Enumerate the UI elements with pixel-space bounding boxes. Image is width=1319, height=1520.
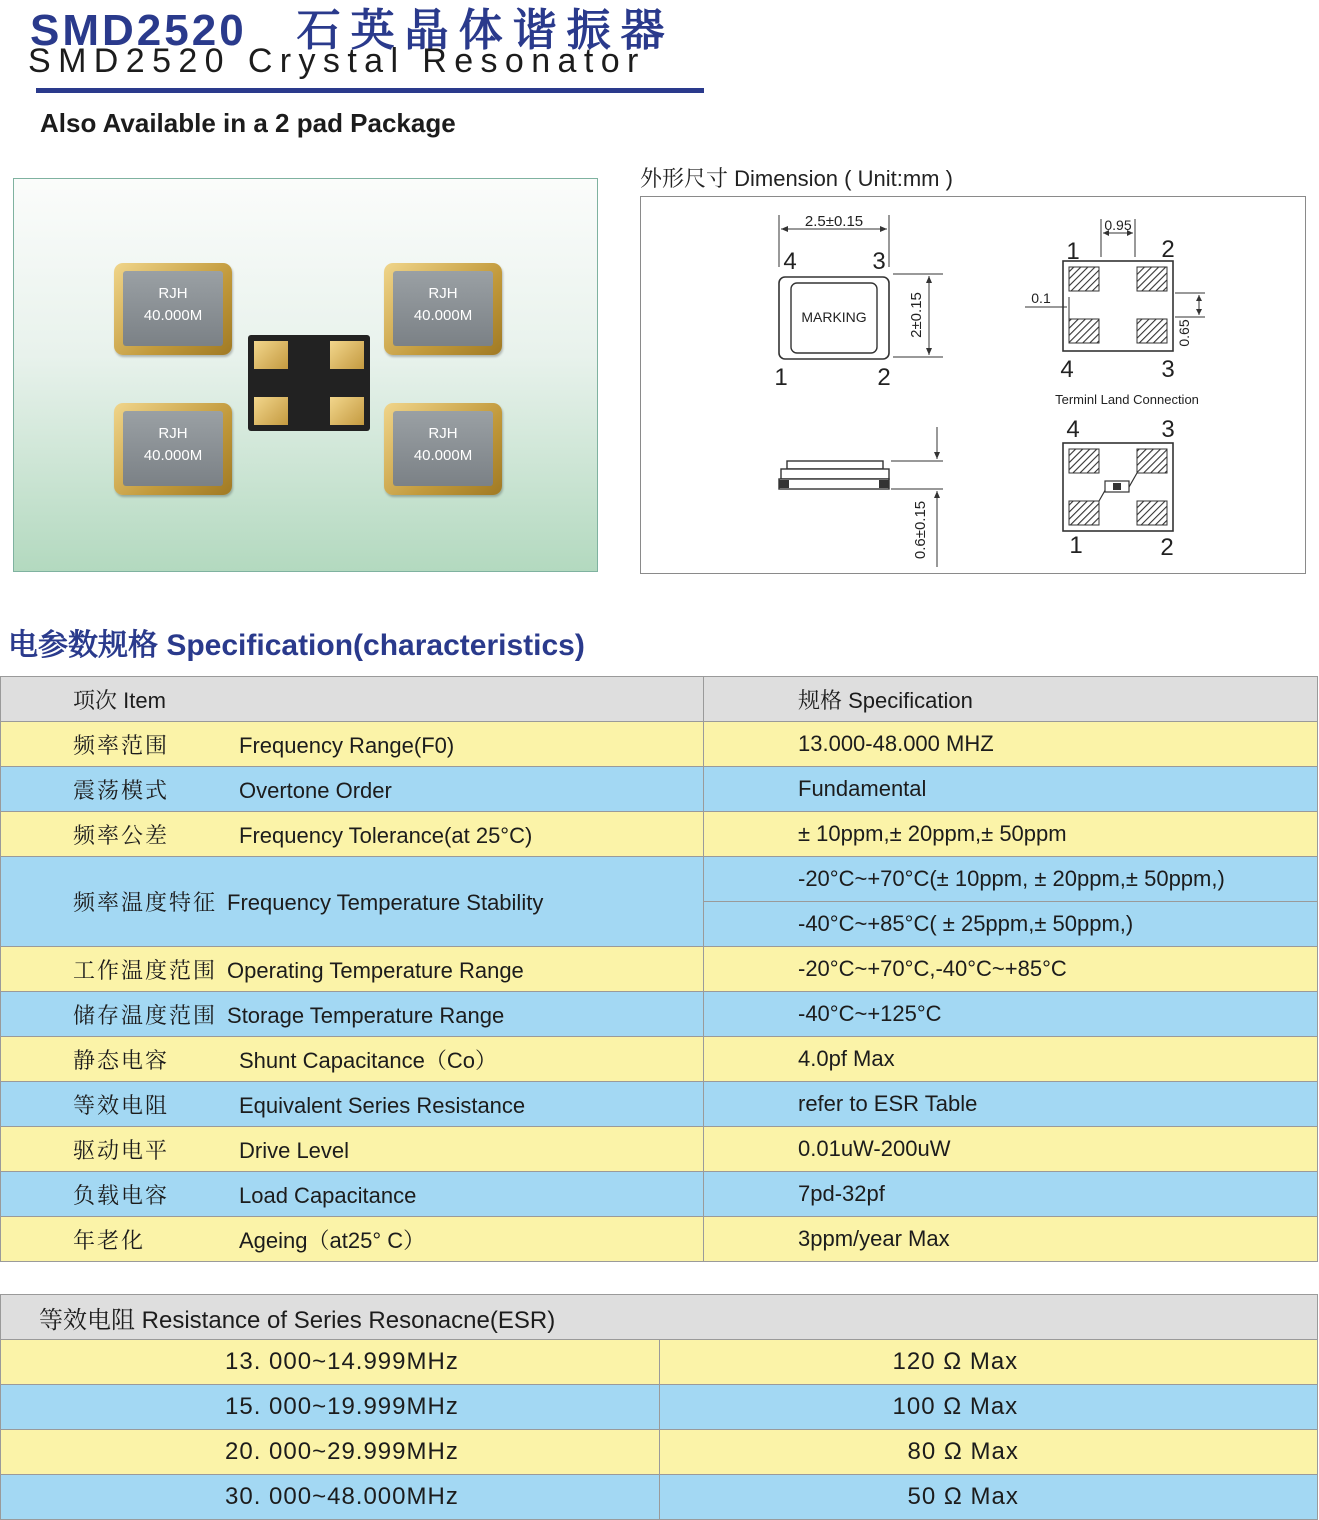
spec-section-title: 电参数规格 Specification(characteristics) [8, 629, 585, 662]
pin-label: 1 [1069, 532, 1083, 559]
crystal-package-image [114, 403, 232, 495]
spec-value: -40°C~+85°C( ± 25ppm,± 50ppm,) [704, 902, 1318, 947]
pin-label: 3 [1161, 356, 1175, 383]
spec-table [0, 676, 1318, 1262]
table-row [1, 812, 1318, 857]
table-row [1, 767, 1318, 812]
esr-value: 100 Ω Max [659, 1385, 1318, 1430]
top-view [774, 213, 943, 391]
title-chinese: 石英晶体谐振器 [296, 6, 675, 55]
item-en: Frequency Tolerance(at 25°C) [239, 822, 533, 848]
item-cn: 频率公差 [73, 822, 170, 848]
table-row [1, 1127, 1318, 1172]
pin-label: 3 [872, 248, 886, 275]
pin-label: 4 [1066, 416, 1080, 443]
item-en: Storage Temperature Range [227, 1002, 505, 1028]
title-divider [36, 88, 704, 93]
package-lid [393, 271, 493, 346]
marking-frequency: 40.000M [413, 447, 473, 464]
item-cell [1, 1172, 704, 1217]
esr-range: 30. 000~48.000MHz [1, 1475, 660, 1520]
item-cn: 储存温度范围 [73, 1002, 218, 1028]
item-en: Drive Level [239, 1137, 350, 1163]
height-dimension-label: 2±0.15 [908, 292, 925, 338]
package-lid [123, 411, 223, 486]
item-cn: 频率温度特征 [73, 890, 218, 915]
crystal-bottom-view-image [248, 335, 370, 431]
item-cell [1, 947, 704, 992]
item-en: Shunt Capacitance（Co） [239, 1047, 498, 1073]
marking-frequency: 40.000M [143, 307, 203, 324]
model-name: SMD2520 [30, 6, 247, 55]
table-header-row [1, 1295, 1318, 1340]
package-lid [123, 271, 223, 346]
item-cn: 驱动电平 [73, 1137, 170, 1163]
table-row [1, 1217, 1318, 1262]
product-photo [13, 178, 598, 572]
item-cell [1, 857, 704, 947]
solder-pad [330, 341, 364, 369]
pad-gap-label: 0.1 [1031, 290, 1051, 306]
esr-table [0, 1294, 1318, 1520]
marking-text: RJH [428, 285, 458, 302]
dimension-title: 外形尺寸 Dimension ( Unit:mm ) [640, 166, 953, 191]
also-available-note: Also Available in a 2 pad Package [40, 108, 456, 138]
esr-value: 50 Ω Max [659, 1475, 1318, 1520]
item-en: Frequency Temperature Stability [227, 890, 544, 915]
item-cn: 静态电容 [73, 1047, 170, 1073]
table-row [1, 1475, 1318, 1520]
esr-title: 等效电阻 Resistance of Series Resonacne(ESR) [1, 1295, 1318, 1340]
marking-label: MARKING [801, 309, 867, 325]
solder-pad [254, 341, 288, 369]
esr-range: 20. 000~29.999MHz [1, 1430, 660, 1475]
esr-value: 80 Ω Max [659, 1430, 1318, 1475]
spec-value: -20°C~+70°C,-40°C~+85°C [704, 947, 1318, 992]
table-row [1, 722, 1318, 767]
item-en: Frequency Range(F0) [239, 732, 455, 758]
table-row [1, 1037, 1318, 1082]
pin-label: 2 [1161, 236, 1175, 263]
pin-label: 1 [1066, 238, 1080, 265]
pad-layout-view [1025, 217, 1205, 407]
table-row [1, 1082, 1318, 1127]
item-cn: 工作温度范围 [73, 957, 218, 983]
item-cell [1, 767, 704, 812]
item-cell [1, 1127, 704, 1172]
spec-value: 0.01uW-200uW [704, 1127, 1318, 1172]
marking-frequency: 40.000M [143, 447, 203, 464]
pin-label: 2 [1160, 534, 1174, 561]
item-en: Equivalent Series Resistance [239, 1092, 526, 1118]
spec-value: 3ppm/year Max [704, 1217, 1318, 1262]
table-row [1, 947, 1318, 992]
item-cn: 等效电阻 [73, 1092, 170, 1118]
dimension-drawing [640, 196, 1306, 574]
pad-pitch-label: 0.95 [1104, 217, 1132, 233]
spec-value: 4.0pf Max [704, 1037, 1318, 1082]
item-en: Load Capacitance [239, 1182, 417, 1208]
crystal-package-image [384, 263, 502, 355]
spec-value: ± 10ppm,± 20ppm,± 50ppm [704, 812, 1318, 857]
item-cell [1, 1082, 704, 1127]
thickness-dimension-label: 0.6±0.15 [912, 500, 929, 560]
spec-value: Fundamental [704, 767, 1318, 812]
item-cell [1, 992, 704, 1037]
page-subtitle: SMD2520 Crystal Resonator [28, 42, 646, 80]
marking-frequency: 40.000M [413, 307, 473, 324]
table-row [1, 857, 1318, 902]
table-row [1, 992, 1318, 1037]
item-en: Overtone Order [239, 777, 392, 803]
esr-range: 13. 000~14.999MHz [1, 1340, 660, 1385]
table-row [1, 1172, 1318, 1217]
spec-value: refer to ESR Table [704, 1082, 1318, 1127]
item-en: Operating Temperature Range [227, 957, 524, 983]
pin-label: 3 [1161, 416, 1175, 443]
item-cn: 震荡模式 [73, 777, 170, 803]
solder-pad [254, 397, 288, 425]
crystal-package-image [114, 263, 232, 355]
spec-value: 7pd-32pf [704, 1172, 1318, 1217]
width-dimension-label: 2.5±0.15 [804, 213, 864, 230]
land-connection-view [1063, 416, 1175, 561]
solder-pad [330, 397, 364, 425]
table-row [1, 1385, 1318, 1430]
header-item: 项次 Item [1, 677, 704, 722]
item-cn: 负载电容 [73, 1182, 170, 1208]
spec-value: -20°C~+70°C(± 10ppm, ± 20ppm,± 50ppm,) [704, 857, 1318, 902]
spec-value: -40°C~+125°C [704, 992, 1318, 1037]
marking-text: RJH [158, 425, 188, 442]
item-en: Ageing（at25° C） [239, 1227, 426, 1253]
side-view [779, 427, 943, 567]
pad-height-label: 0.65 [1176, 319, 1192, 347]
header-spec: 规格 Specification [704, 677, 1318, 722]
marking-text: RJH [428, 425, 458, 442]
crystal-package-image [384, 403, 502, 495]
item-cell [1, 1217, 704, 1262]
table-row [1, 1430, 1318, 1475]
pin-label: 1 [774, 364, 788, 391]
item-cell [1, 722, 704, 767]
item-cn: 频率范围 [73, 732, 170, 758]
esr-value: 120 Ω Max [659, 1340, 1318, 1385]
package-lid [393, 411, 493, 486]
table-header-row [1, 677, 1318, 722]
pin-label: 2 [877, 364, 891, 391]
pin-label: 4 [1060, 356, 1074, 383]
table-row [1, 1340, 1318, 1385]
esr-range: 15. 000~19.999MHz [1, 1385, 660, 1430]
pin-label: 4 [783, 248, 797, 275]
item-cell [1, 1037, 704, 1082]
item-cell [1, 812, 704, 857]
marking-text: RJH [158, 285, 188, 302]
dimension-drawing-svg [641, 197, 1305, 573]
item-cn: 年老化 [73, 1227, 146, 1253]
spec-value: 13.000-48.000 MHZ [704, 722, 1318, 767]
land-connection-caption: Terminl Land Connection [1055, 392, 1199, 407]
